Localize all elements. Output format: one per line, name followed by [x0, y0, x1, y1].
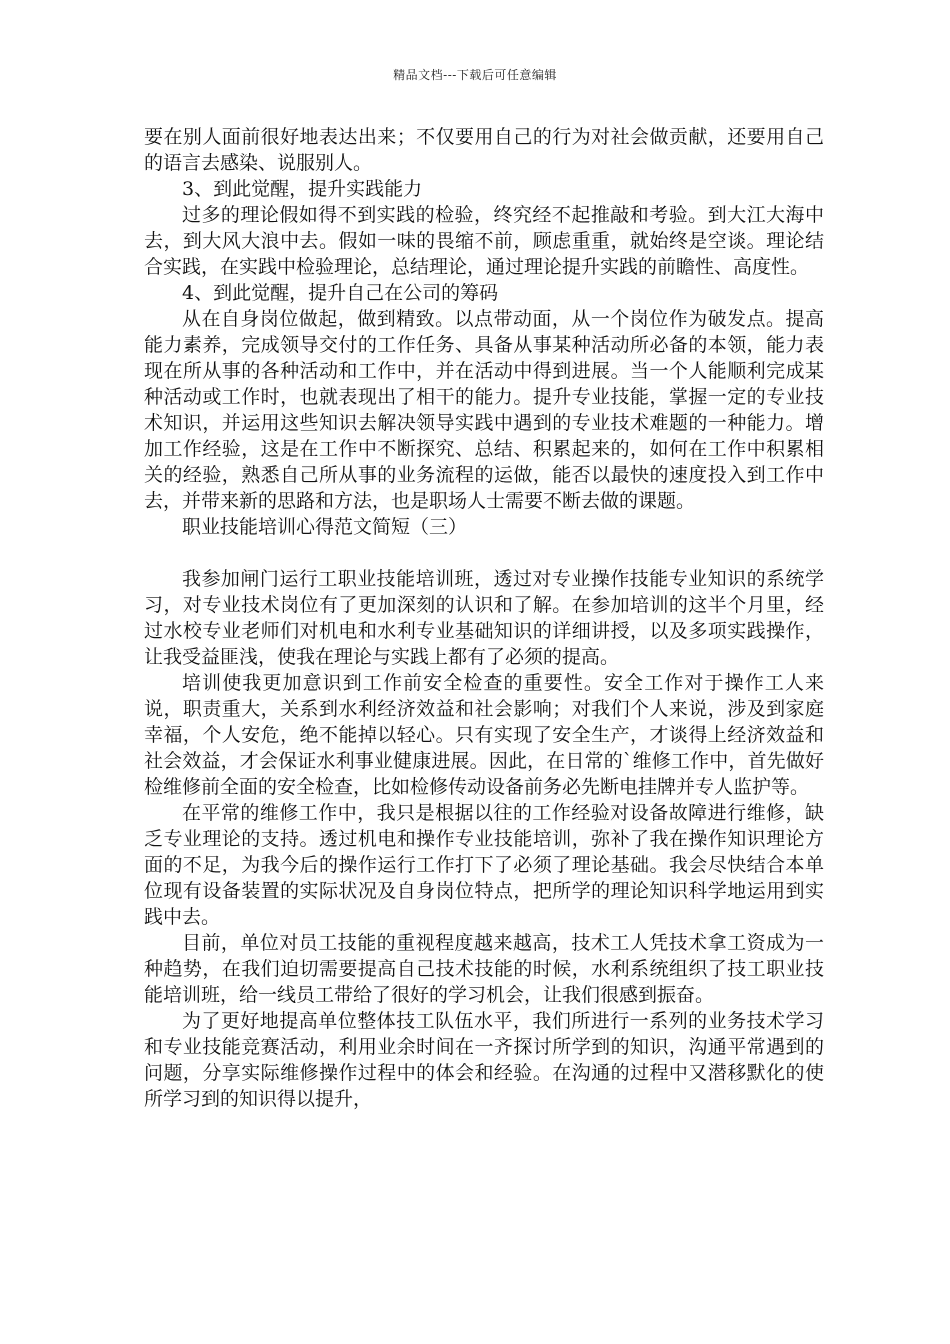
paragraph: 培训使我更加意识到工作前安全检查的重要性。安全工作对于操作工人来说，职责重大，关系到水利经济效益和社会影响；对我们个人来说，涉及到家庭幸福，个人安危，绝不能掉以轻心。只有实现了安全生产，才谈得上经济效益和社会效益，才会保证水利事业健康进展。因此，在日常的`维修工作中，首先做好检维修前全面的安全检查，比如检修传动设备前务必先断电挂牌并专人监护等。: [144, 672, 824, 798]
document-body: [144, 124, 824, 1112]
article-title: 职业技能培训心得范文简短（三）: [182, 516, 468, 538]
page-header: 精品文档---下载后可任意编辑: [393, 68, 557, 82]
paragraph: 为了更好地提高单位整体技工队伍水平，我们所进行一系列的业务技术学习和专业技能竞赛活动，利用业余时间在一齐探讨所学到的知识，沟通平常遇到的问题，分享实际维修操作过程中的体会和经验。在沟通的过程中又潜移默化的使所学习到的知识得以提升，: [144, 1010, 824, 1110]
section-heading: 3、到此觉醒，提升实践能力: [182, 178, 423, 200]
section-heading: 4、到此觉醒，提升自己在公司的筹码: [182, 282, 499, 304]
paragraph: 目前，单位对员工技能的重视程度越来越高，技术工人凭技术拿工资成为一种趋势，在我们迫切需要提高自己技术技能的时候，水利系统组织了技工职业技能培训班，给一线员工带给了很好的学习机会，让我们很感到振奋。: [144, 932, 824, 1006]
paragraph: 过多的理论假如得不到实践的检验，终究经不起推敲和考验。到大江大海中去，到大风大浪中去。假如一味的畏缩不前，顾虑重重，就始终是空谈。理论结合实践，在实践中检验理论，总结理论，通过理论提升实践的前瞻性、高度性。: [144, 204, 824, 278]
blank-line: [144, 540, 824, 566]
paragraph: 从在自身岗位做起，做到精致。以点带动面，从一个岗位作为破发点。提高能力素养，完成领导交付的工作任务、具备从事某种活动所必备的本领，能力表现在所从事的各种活动和工作中，并在活动中得到进展。当一个人能顺利完成某种活动或工作时，也就表现出了相干的能力。提升专业技能，掌握一定的专业技术知识，并运用这些知识去解决领导实践中遇到的专业技术难题的一种能力。增加工作经验，这是在工作中不断探究、总结、积累起来的，如何在工作中积累相关的经验，熟悉自己所从事的业务流程的运做，能否以最快的速度投入到工作中去，并带来新的思路和方法，也是职场人士需要不断去做的课题。: [144, 308, 824, 512]
paragraph: 在平常的维修工作中，我只是根据以往的工作经验对设备故障进行维修，缺乏专业理论的支持。透过机电和操作专业技能培训，弥补了我在操作知识理论方面的不足，为我今后的操作运行工作打下了必须了理论基础。我会尽快结合本单位现有设备装置的实际状况及自身岗位特点，把所学的理论知识科学地运用到实践中去。: [144, 802, 824, 928]
paragraph: 要在别人面前很好地表达出来；不仅要用自己的行为对社会做贡献，还要用自己的语言去感染、说服别人。: [144, 126, 824, 174]
paragraph: 我参加闸门运行工职业技能培训班，透过对专业操作技能专业知识的系统学习，对专业技术岗位有了更加深刻的认识和了解。在参加培训的这半个月里，经过水校专业老师们对机电和水利专业基础知识的详细讲授，以及多项实践操作，让我受益匪浅，使我在理论与实践上都有了必须的提高。: [144, 568, 824, 668]
